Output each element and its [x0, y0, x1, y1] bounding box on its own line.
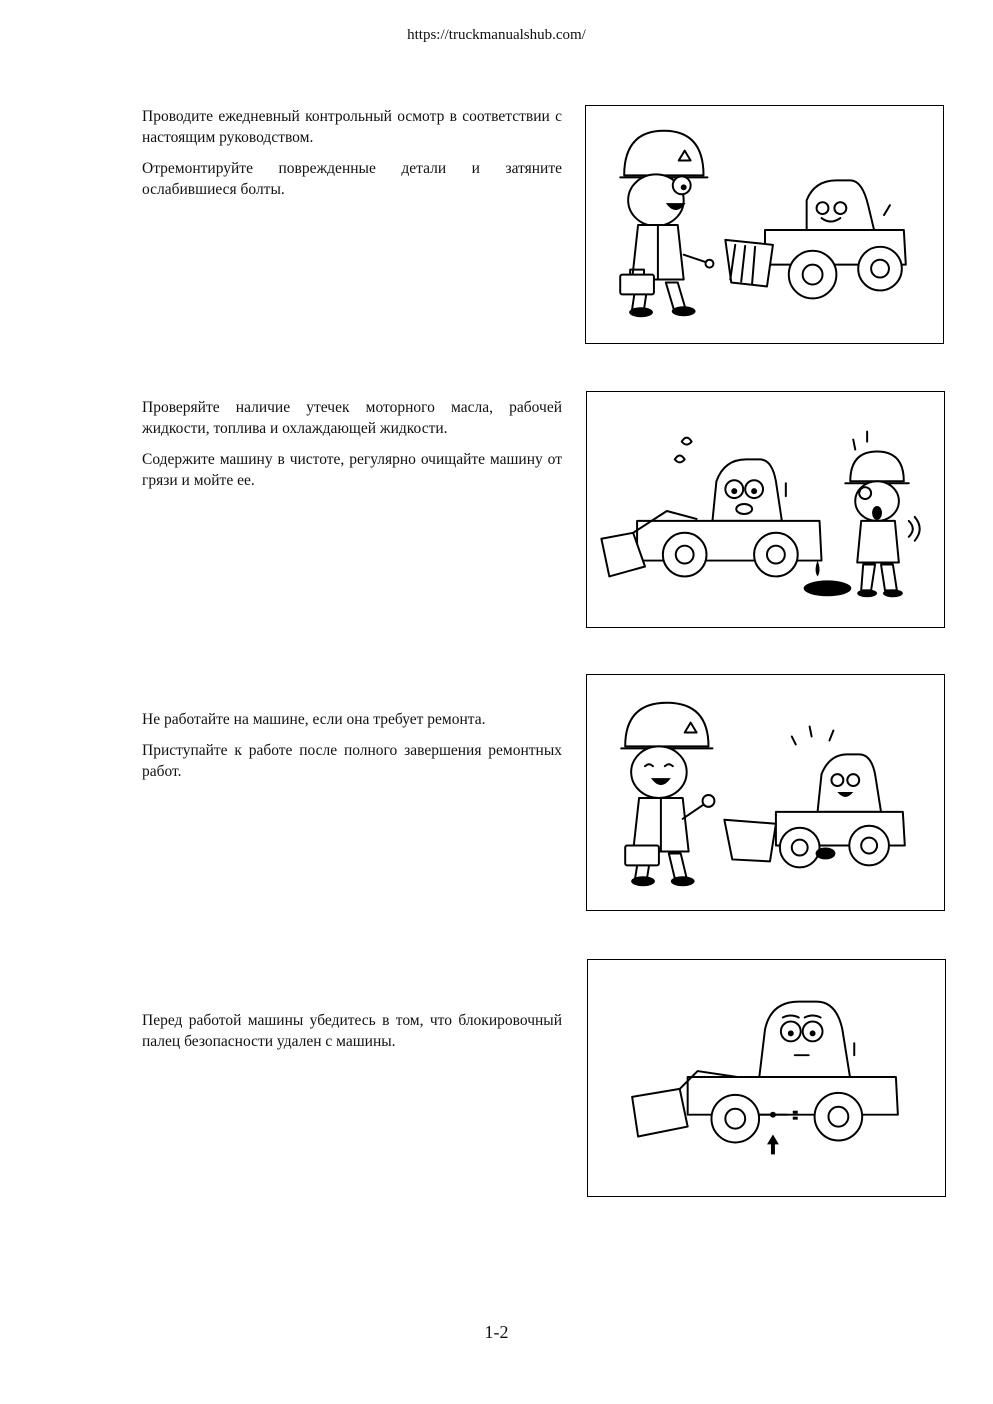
- paragraph: Перед работой машины убедитесь в том, что блокировочный палец безопасности удален с машины.: [142, 1012, 562, 1050]
- illustration-safety-pin: [587, 959, 946, 1197]
- worker-with-wrench-and-loader-drawing: [587, 675, 944, 910]
- paragraph: Не работайте на машине, если она требует ремонта.: [142, 711, 486, 728]
- section-1-text: [142, 106, 562, 210]
- illustration-daily-inspection: [585, 105, 944, 344]
- section-4-text: [142, 1010, 562, 1062]
- loader-leaking-oil-drawing: [587, 392, 944, 627]
- paragraph: Отремонтируйте поврежденные детали и затяните ослабившиеся болты.: [142, 160, 562, 198]
- worker-with-toolbox-and-loader-drawing: [586, 106, 943, 343]
- section-2-text: [142, 397, 562, 501]
- illustration-leak-check: [586, 391, 945, 628]
- illustration-repair-complete: [586, 674, 945, 911]
- paragraph: Содержите машину в чистоте, регулярно очищайте машину от грязи и мойте ее.: [142, 451, 562, 489]
- paragraph: Проводите ежедневный контрольный осмотр в соответствии с настоящим руководством.: [142, 108, 562, 146]
- paragraph: Проверяйте наличие утечек моторного масла, рабочей жидкости, топлива и охлаждающей жидкости.: [142, 399, 562, 437]
- loader-with-safety-pin-drawing: [588, 960, 945, 1196]
- page-number: 1-2: [484, 1322, 509, 1342]
- paragraph: Приступайте к работе после полного завершения ремонтных работ.: [142, 742, 562, 780]
- header-url: https://truckmanualshub.com/: [407, 27, 586, 43]
- section-3-text: [142, 709, 562, 792]
